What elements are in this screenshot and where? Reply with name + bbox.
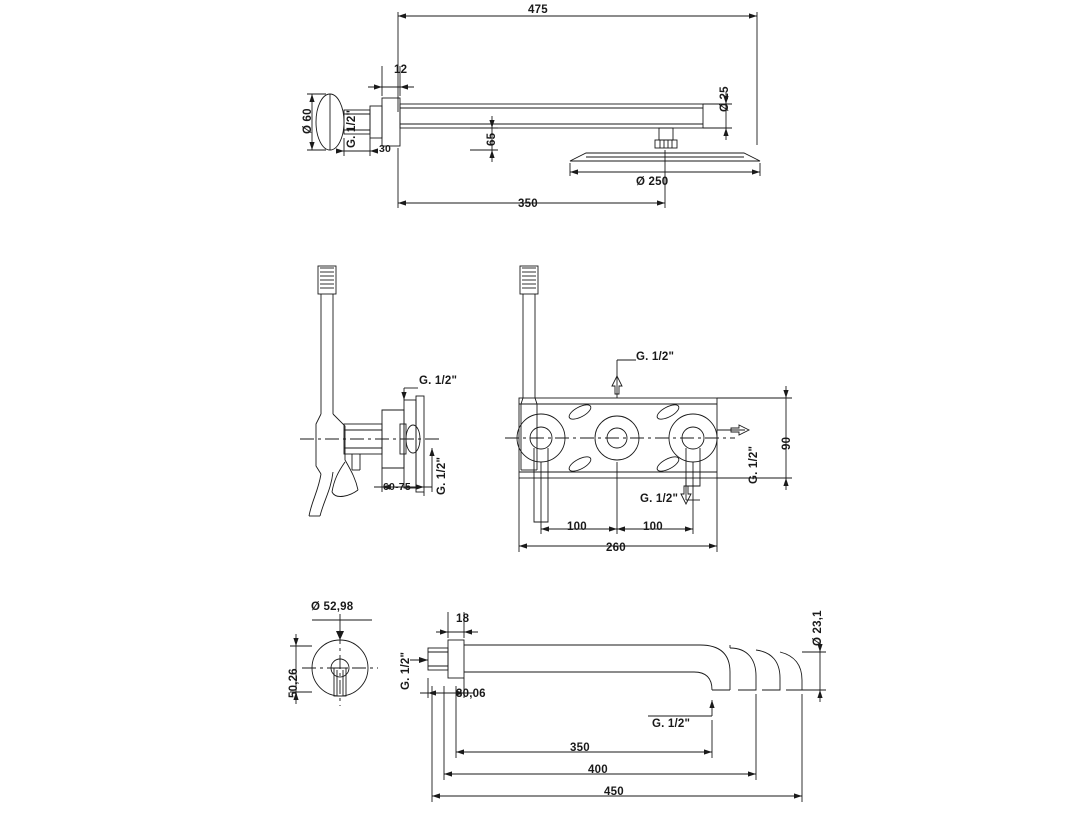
leader-g-half-left-vertical — [429, 448, 434, 492]
label-d25: Ø 25 — [719, 86, 731, 112]
spout-side-view — [428, 640, 802, 690]
label-350-bottom: 350 — [570, 742, 590, 754]
label-60-75: 60-75 — [383, 481, 411, 493]
leader-g-half-bottom-right — [681, 478, 700, 504]
shower-head-joint — [655, 128, 677, 148]
label-d60: Ø 60 — [302, 108, 314, 134]
label-30: 30 — [379, 143, 392, 155]
label-g-half-top: G. 1/2" — [636, 351, 675, 363]
leader-g-half-side-right — [717, 425, 749, 435]
label-350-top: 350 — [518, 198, 538, 210]
label-g-half-right: G. 1/2" — [748, 445, 760, 484]
label-overall-475: 475 — [528, 4, 548, 16]
label-g-half-top-left: G. 1/2" — [346, 109, 358, 148]
label-d231: Ø 23,1 — [812, 610, 824, 646]
label-g-half-bottom-left: G. 1/2" — [400, 651, 412, 690]
label-65: 65 — [486, 132, 498, 146]
label-5026: 50,26 — [288, 668, 300, 698]
label-450-bottom: 450 — [604, 786, 624, 798]
label-90: 90 — [781, 436, 793, 450]
hand-shower-left — [316, 266, 345, 474]
label-3006: 30,06 — [456, 688, 486, 700]
shower-hose-left — [309, 460, 358, 516]
dim-d5298 — [312, 614, 372, 640]
label-400-bottom: 400 — [588, 764, 608, 776]
label-100-b: 100 — [643, 521, 663, 533]
leader-g-half-bottom-left — [410, 657, 428, 663]
centerline-flange — [302, 630, 378, 706]
leader-g-half-top-right — [612, 360, 636, 398]
label-g-half-bottom: G. 1/2" — [640, 493, 679, 505]
label-g-half-left-top: G. 1/2" — [419, 375, 458, 387]
hand-shower-right — [520, 266, 538, 470]
label-12: 12 — [394, 64, 408, 76]
wall-flange-top — [316, 94, 344, 150]
mixer-body-left-view — [344, 396, 424, 492]
dim-d231 — [802, 640, 826, 702]
label-18: 18 — [456, 613, 470, 625]
leader-g-half-left-top — [401, 388, 418, 400]
label-g-half-bottom-center: G. 1/2" — [652, 718, 691, 730]
label-260: 260 — [606, 542, 626, 554]
label-d250: Ø 250 — [636, 176, 669, 188]
leader-g-half-bottom-center — [648, 700, 715, 716]
shower-arm — [400, 104, 703, 128]
dim-450-bottom — [432, 686, 802, 802]
label-g-half-left-right: G. 1/2" — [436, 456, 448, 495]
label-d5298: Ø 52,98 — [311, 601, 354, 613]
label-100-a: 100 — [567, 521, 587, 533]
dim-260 — [519, 478, 717, 552]
